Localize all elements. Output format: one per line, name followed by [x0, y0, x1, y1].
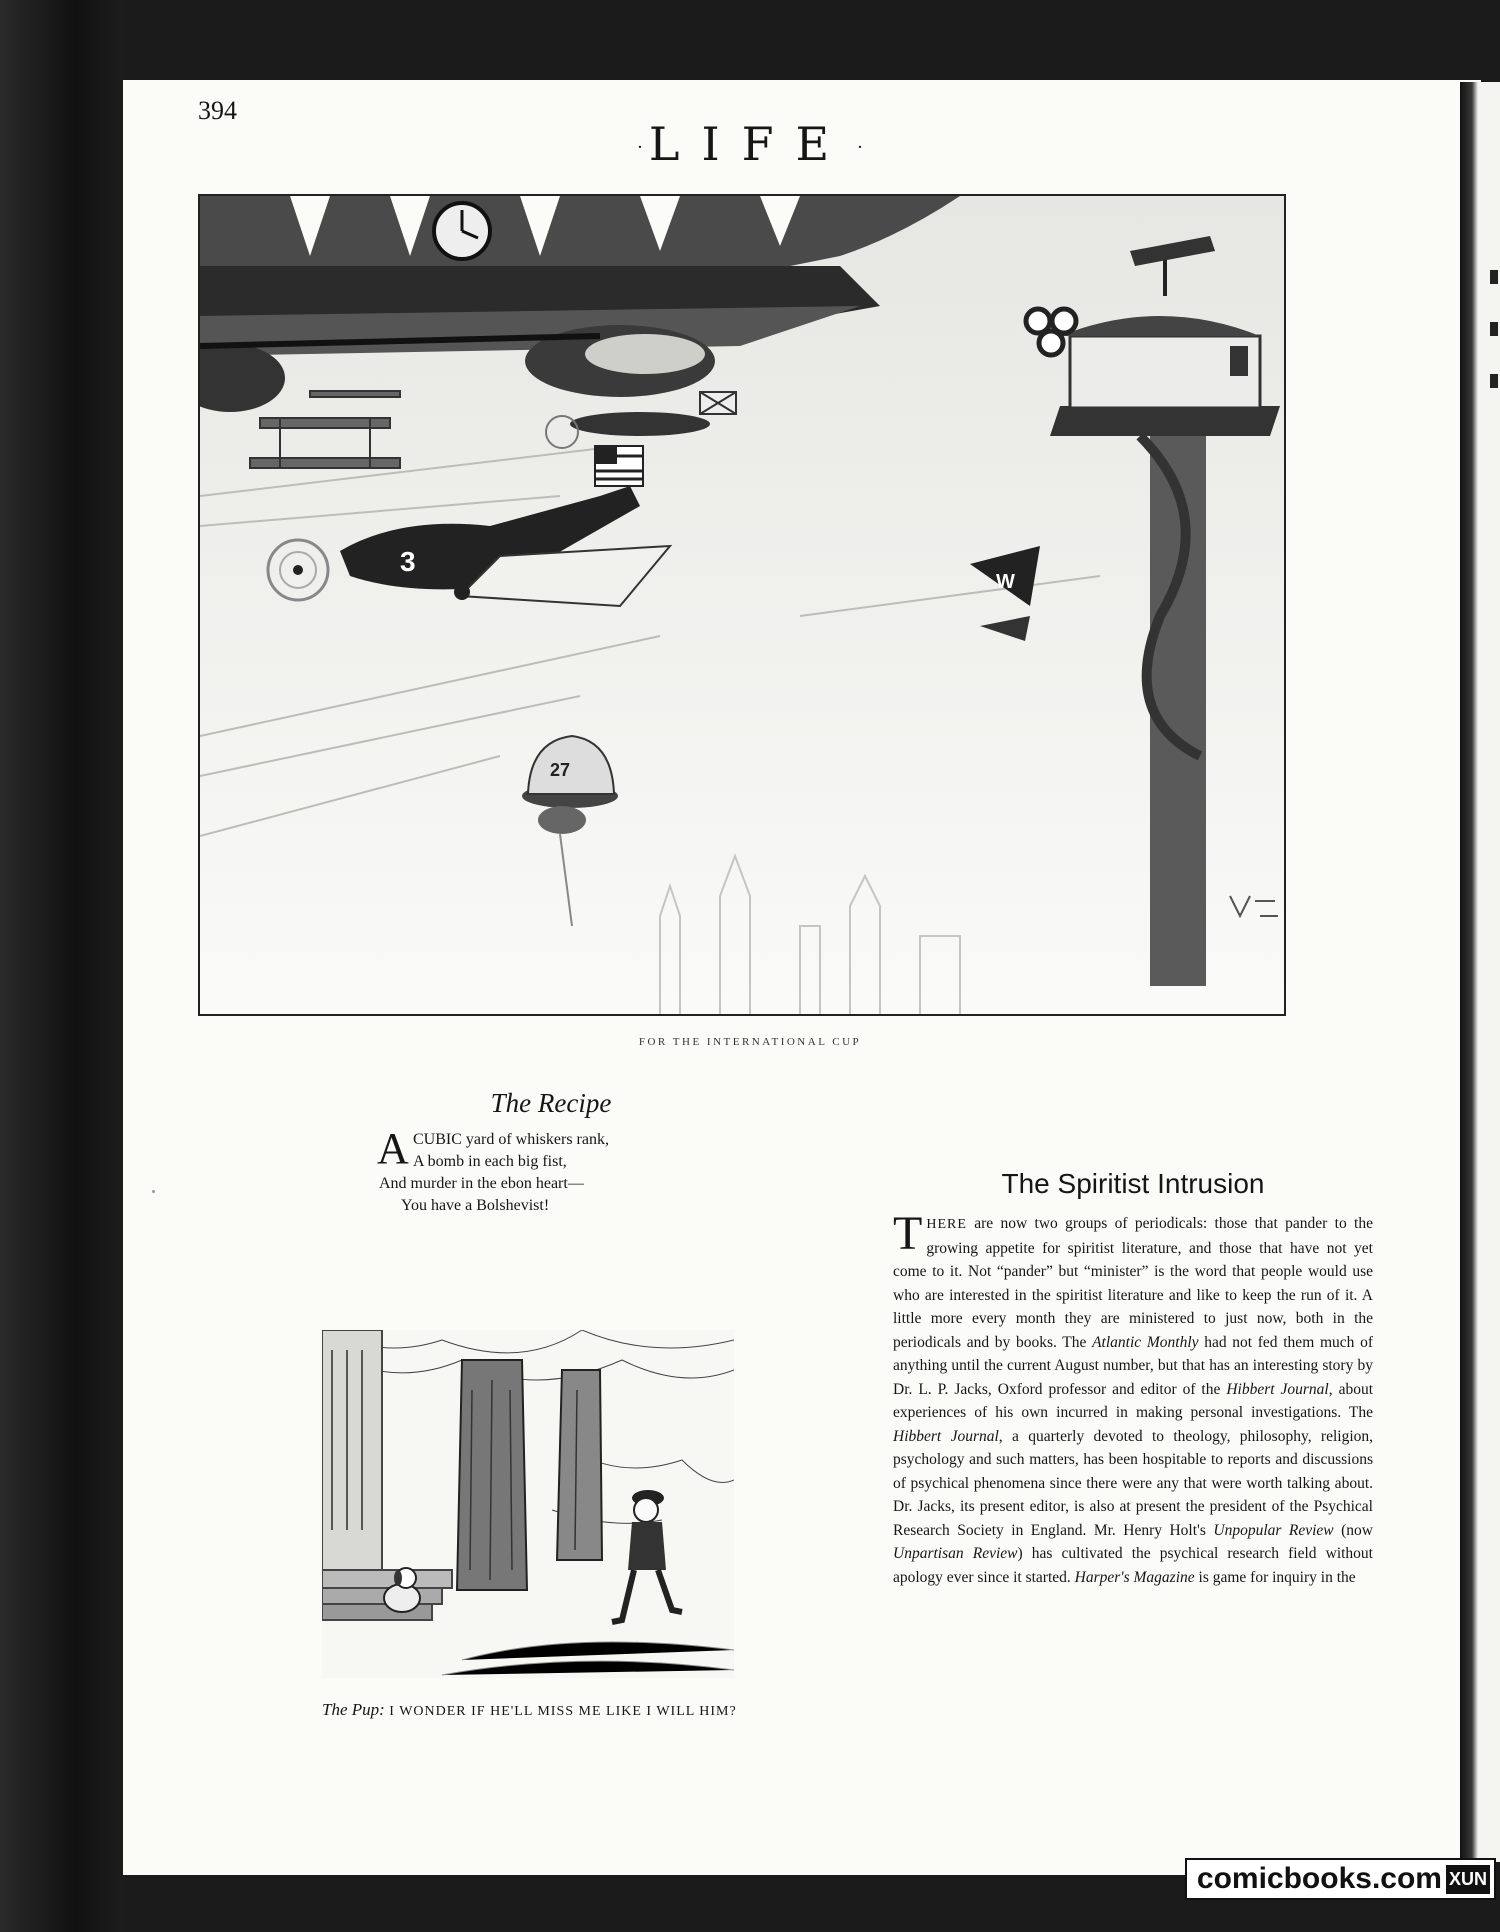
article-italic-2: Hibbert Journal	[1226, 1380, 1329, 1398]
article-text-1: are now two groups of periodicals: those that pander to the growing appetite for spiritist literature, and those that have not yet come to it. Not “pander” but “minister” is the word that people would use who are interested in the spiritist literature and like to keep the run of it. A little more every month they are ministered to just now, both in the periodicals and by books. The	[893, 1215, 1373, 1351]
article-body	[893, 1207, 1374, 1589]
air-race-drawing	[200, 196, 1284, 1014]
source-watermark	[1185, 1858, 1496, 1900]
poem-title: The Recipe	[490, 1088, 612, 1118]
masthead-dot-left: ·	[637, 137, 643, 159]
article-opening-caps: HERE	[926, 1217, 967, 1232]
scan-speck	[152, 1190, 155, 1193]
balloon-number: 27	[550, 760, 571, 780]
international-cup-illustration	[198, 194, 1286, 1016]
article-text-4: , a quarterly devoted to theology, philosophy, religion, psychology and such matters, has been hospitable to reports and discussions of psychical phenomena since there were any that were worth talking about. Dr. Jacks, its present editor, is also at present the president of the Psychical Research Society in England. Mr. Henry Holt's	[893, 1427, 1373, 1539]
facing-page-fragments	[1488, 270, 1500, 410]
masthead-title: LIFE	[648, 116, 852, 171]
article-text-2: had not fed them much of anything until the current August number, but that has an interesting story by Dr. L. P. Jacks, Oxford professor and editor of the	[893, 1333, 1373, 1398]
article-text-5: (now	[1333, 1521, 1373, 1539]
article-text-7: is game for inquiry in the	[1194, 1568, 1356, 1586]
article-italic-4: Unpopular Review	[1213, 1521, 1334, 1539]
masthead-dot-right: ·	[857, 137, 863, 159]
pup-caption-text: I WONDER IF HE'LL MISS ME LIKE I WILL HIM?	[389, 1704, 737, 1719]
pup-caption-speaker: The Pup:	[322, 1700, 385, 1719]
us-flag-tail	[595, 446, 643, 486]
poem-line-4: You have a Bolshevist!	[401, 1197, 550, 1214]
article-italic-5: Unpartisan Review	[893, 1545, 1018, 1562]
article-italic-1: Atlantic Monthly	[1092, 1333, 1199, 1351]
pup-cartoon-drawing	[322, 1330, 734, 1678]
article-text-3: , about experiences of his own incurred in making personal investigations. The	[893, 1380, 1374, 1421]
poem-dropcap: A	[377, 1124, 409, 1173]
pup-caption	[322, 1700, 782, 1720]
watermark-tail: XUN	[1446, 1865, 1490, 1894]
article-text-6: ) has cultivated the psychical research field without apology ever since it started.	[893, 1545, 1373, 1586]
pup-cartoon-illustration	[322, 1330, 734, 1678]
poem-line-3: And murder in the ebon heart—	[379, 1175, 584, 1192]
article-italic-6: Harper's Magazine	[1074, 1568, 1195, 1586]
plane-number: 3	[400, 546, 416, 577]
illustration-caption: FOR THE INTERNATIONAL CUP	[638, 1036, 862, 1048]
pennant-monogram: W	[996, 571, 1015, 593]
page-number: 394	[198, 96, 237, 125]
scan-background-edge	[0, 0, 125, 1932]
poem-text	[377, 1124, 707, 1217]
article-block	[893, 1168, 1373, 1589]
poem-block	[291, 1088, 811, 1217]
poem-line-1: CUBIC yard of whiskers rank,	[413, 1131, 609, 1148]
article-italic-3: Hibbert Journal	[893, 1427, 999, 1445]
poem-line-2: A bomb in each big fist,	[413, 1153, 567, 1170]
masthead	[0, 117, 1500, 171]
article-title: The Spiritist Intrusion	[1001, 1168, 1265, 1199]
article-dropcap: T	[893, 1207, 923, 1260]
watermark-text: comicbooks.com	[1196, 1862, 1442, 1895]
